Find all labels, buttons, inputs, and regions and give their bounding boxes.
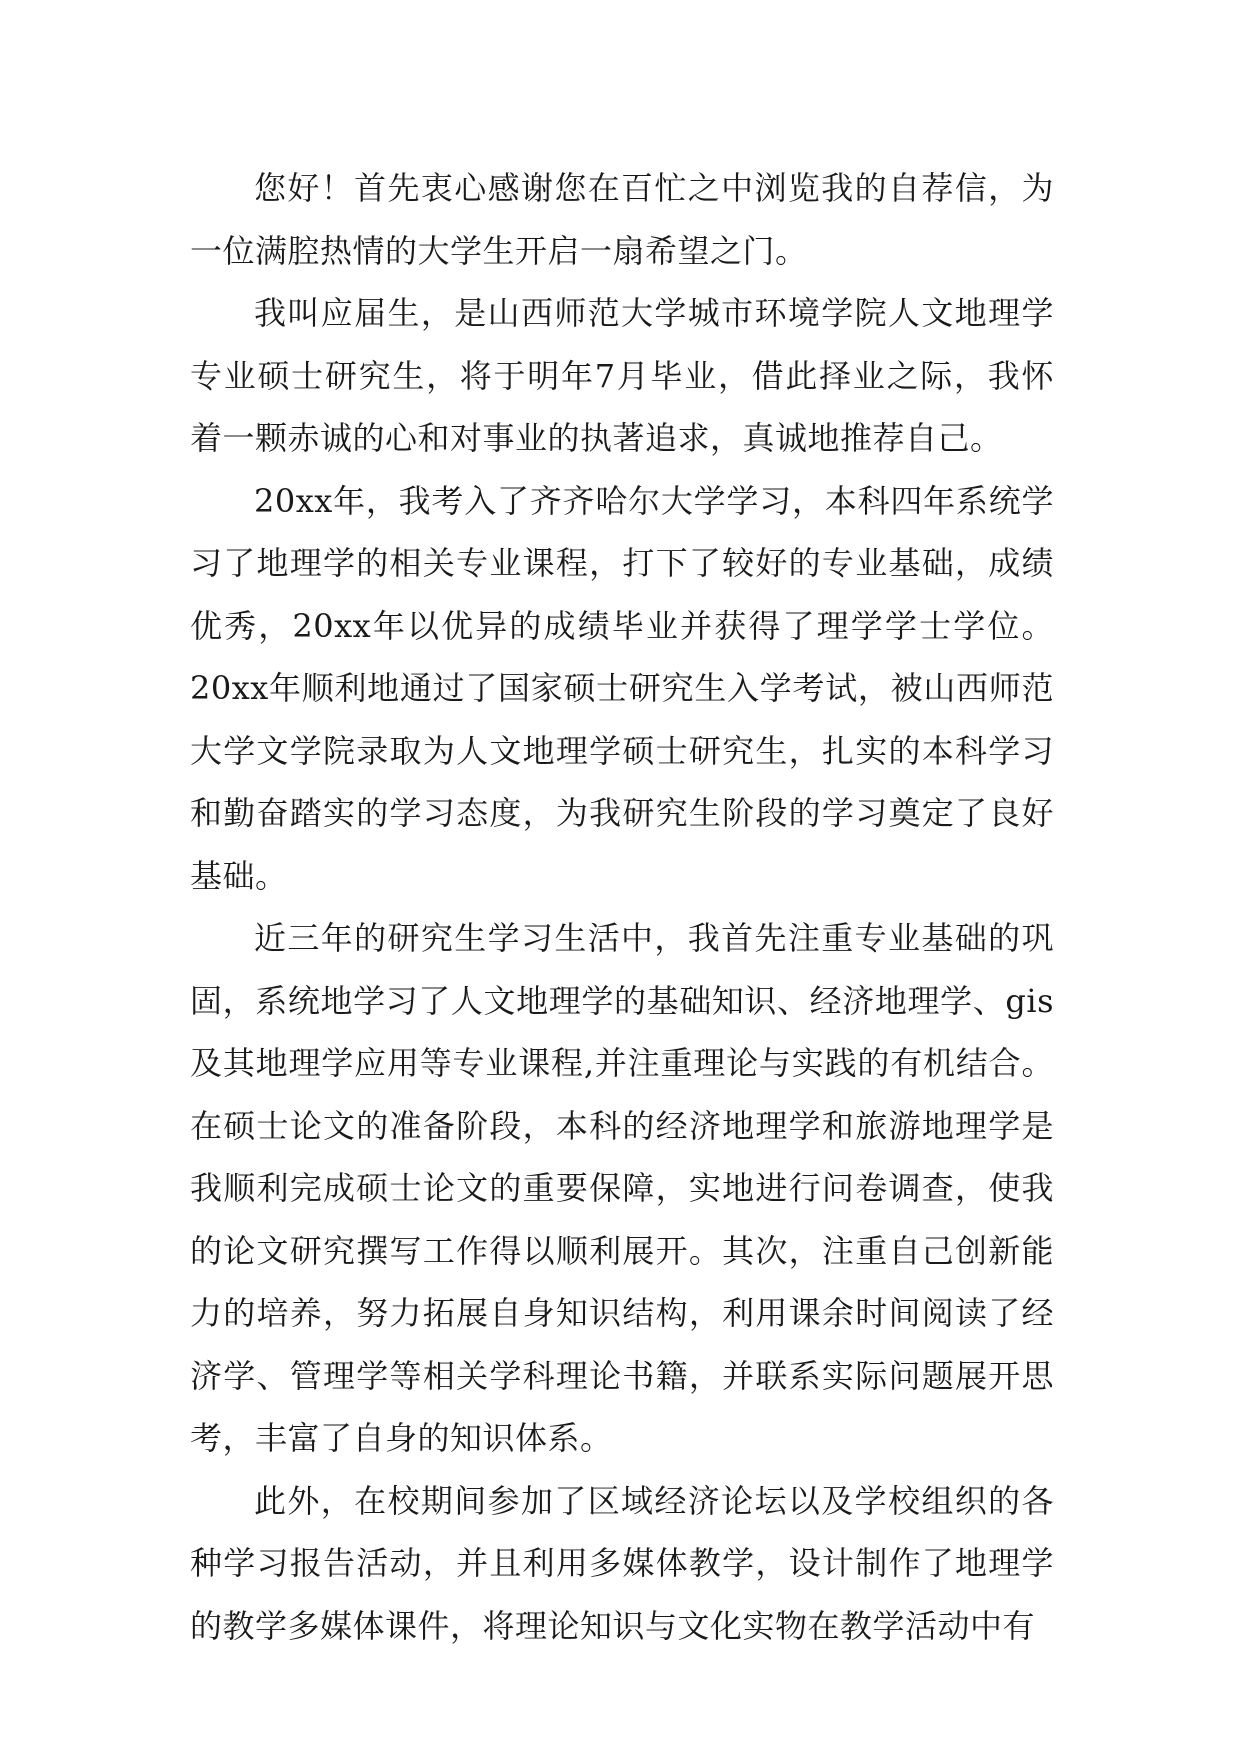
paragraph-introduction: 我叫应届生，是山西师范大学城市环境学院人文地理学专业硕士研究生，将于明年7月毕业，借此择业之际，我怀着一颗赤诚的心和对事业的执著追求，真诚地推荐自己。 <box>190 294 1054 457</box>
paragraph-activities: 此外，在校期间参加了区域经济论坛以及学校组织的各种学习报告活动，并且利用多媒体教学，设计制作了地理学的教学多媒体课件，将理论知识与文化实物在教学活动中有 <box>190 1481 1054 1645</box>
paragraph-greeting: 您好！首先衷心感谢您在百忙之中浏览我的自荐信，为一位满腔热情的大学生开启一扇希望之门。 <box>190 169 1054 270</box>
paragraph-graduate-study: 近三年的研究生学习生活中，我首先注重专业基础的巩固，系统地学习了人文地理学的基础知识、经济地理学、gis及其地理学应用等专业课程,并注重理论与实践的有机结合。在硕士论文的准备阶段，本科的经济地理学和旅游地理学是我顺利完成硕士论文的重要保障，实地进行问卷调查，使我的论文研究撰写工作得以顺利展开。其次，注重自己创新能力的培养，努力拓展自身知识结构，利用课余时间阅读了经济学、管理学等相关学科理论书籍，并联系实际问题展开思考，丰富了自身的知识体系。 <box>190 919 1054 1457</box>
letter-body <box>190 157 1054 1657</box>
paragraph-education: 20xx年，我考入了齐齐哈尔大学学习，本科四年系统学习了地理学的相关专业课程，打下了较好的专业基础，成绩优秀，20xx年以优异的成绩毕业并获得了理学学士学位。20xx年顺利地通过了国家硕士研究生入学考试，被山西师范大学文学院录取为人文地理学硕士研究生，扎实的本科学习和勤奋踏实的学习态度，为我研究生阶段的学习奠定了良好基础。 <box>190 481 1054 895</box>
